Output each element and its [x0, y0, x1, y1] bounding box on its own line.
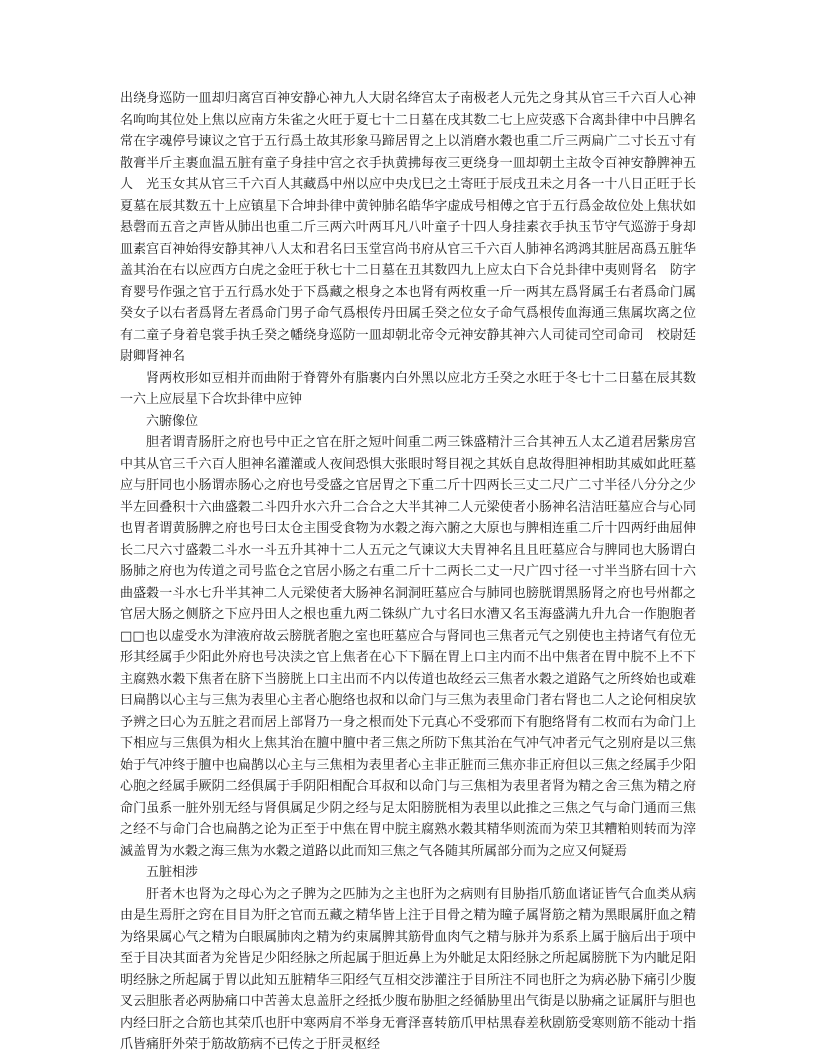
body-paragraph: 出绕身巡防一皿却归离宫百神安静心神九人大尉名绛宫太子南极老人元先之身其从官三千六百人心神名呴呴其位处上焦以应南方朱雀之火旺于夏七十二日墓在戌其数二七上应荧惑下合离卦律中中吕脾名常在字魂停号谏议之官于五行爲土故其形象马蹄居胃之上以消磨水穀也重二斤三两扁广二寸长五寸有散膏半斤主裹血温五脏有童子身挂中宫之衣手执黄拂每夜三更绕身一皿却朝土主故令百神安静脾神五人 光玉女其从官三千六百人其藏爲中州以应中央戊巳之土寄旺于辰戌丑未之月各一十八日正旺于长夏墓在辰其数五十上应镇星下合坤卦律中黄钟肺名皓华字虚成号相傅之官于五行爲金故位处上焦状如悬磬而五音之声皆从肺出也重二斤三两六叶两耳凡八叶童子十四人身挂素衣手执玉节守气巡游于身却皿素宫百神始得安静其神八人太和君名曰玉堂宫尚书府从官三千六百人肺神名鸿鸿其脏居髙爲五脏华盖其治在右以应西方白虎之金旺于秋七十二日墓在丑其数四九上应太白下合兑卦律中夷则肾名 防字育婴号作强之官于五行爲水处于下爲藏之根身之本也肾有两枚重一斤一两其左爲肾属壬右者爲命门属癸女子以右者爲肾左者爲命门男子命气爲根传丹田属壬癸之位女子命气爲根传血海通三焦属坎离之位有二童子身着皂裳手执壬癸之幡绕身巡防一皿却朝北帝令元神安静其神六人司徒司空司命司 校尉廷尉卿肾神名	[120, 91, 696, 364]
section-heading: 五脏相涉	[146, 865, 199, 880]
section-heading: 六腑像位	[146, 413, 199, 429]
body-paragraph: 肾两枚形如豆相并而曲附于脊膂外有脂裹内白外黑以应北方壬癸之水旺于冬七十二日墓在辰其数一六上应辰星下合坎卦律中应钟	[120, 370, 696, 407]
body-paragraph: 胆者谓青肠肝之府也号中正之官在肝之短叶间重二两三铢盛精汁三合其神五人太乙道君居紫房宫中其从官三千六百人胆神名灌灌或人夜间恐惧大张眼时弩目视之其妖自息故得胆神相助其威如此旺墓应与肝同也小肠谓赤肠心之府也号受盛之官居胃之下重二斤十四两长三丈二尺广二寸半径八分分之少半左回叠积十六曲盛穀二斗四升水六升二合合之大半其神二人元梁使者小肠神名洁洁旺墓应合与心同也胃者谓黄肠脾之府也号曰太仓主围受食物为水穀之海六腑之大原也与脾相连重二斤十四两纡曲屈伸长二尺六寸盛穀二斗水一斗五升其神十二人五元之气谏议大夫胃神名且且旺墓应合与脾同也大肠谓白肠肺之府也为传道之司号监仓之官居小肠之右重二斤十二两长二丈一尺广四寸径一寸半当脐右回十六曲盛穀一斗水七升半其神二人元梁使者大肠神名洞洞旺墓应合与肺同也膀胱谓黑肠肾之府也号州都之官居大肠之侧脐之下应丹田人之根也重九两二铢纵广九寸名曰水漕又名玉海盛满九升九合一作胞胞者□□也以虚受水为津液府故云膀胱者胞之室也旺墓应合与肾同也三焦者元气之别使也主持诸气有位无形其经属手少阳此外府也号决渎之官上焦者在心下下膈在胃上口主内而不出中焦者在胃中脘不上不下主腐熟水穀下焦者在脐下当膀胱上口主出而不内以传道也故经云三焦者水穀之道路气之所终始也或难曰扁鹊以心主与三焦为表里心主者心胞络也叔和以命门与三焦为表里命门者右肾也二人之论何相戾欤予辨之曰心为五脏之君而居上部肾乃一身之根而处下元真心不受邪而下有胞络肾有二枚而右为命门上下相应与三焦俱为相火上焦其治在膻中膻中者三焦之所防下焦其治在气冲气冲者元气之别府是以三焦始于气冲终于膻中也扁鹊以心主与三焦相为表里者心主非正脏而三焦亦非正府但以三焦之经属手少阳心胞之经属手厥阴二经俱属于手阴阳相配合耳叔和以命门与三焦相为表里者肾为精之舍三焦为精之府命门虽系一脏外别无经与肾俱属足少阴之经与足太阳膀胱相为表里以此推之三焦之气与命门通而三焦之经不与命门合也扁鹊之论为正至于中焦在胃中脘主腐熟水穀其精华则流而为荣卫其糟粕则转而为滓滅盖胃为水穀之海三焦为水穀之道路以此而知三焦之气各随其所属部分而为之应又何疑焉	[120, 435, 696, 859]
body-paragraph: 肝者木也肾为之母心为之子脾为之匹肺为之主也肝为之病则有目胁指爪筋血诸证皆气合血类从病由是生焉肝之窍在目目为肝之官而五藏之精华皆上注于目骨之精为瞳子属肾筋之精为黑眼属肝血之精为络果属心气之精为白眼属肺肉之精为约束属脾其筋骨血肉气之精与脉并为系系上属于脑后出于项中至于目决其面者为兊皆足少阳经脉之所起属于胆近鼻上为外眦足太阳经脉之所起属膀胱下为内眦足阳明经脉之所起属于胃以此知五脏精华三阳经气互相交涉灌注于目所注不同也肝之为病必胁下痛引少腹叉云胆胀者必两胁痛口中苦善太息盖肝之经抵少腹布胁胆之经循胁里出气街是以胁痛之证属肝与胆也内经曰肝之合筋也其荣爪也肝中寒两肩不举身无膏泽喜转筋爪甲枯黒春差秋剧筋受寒则筋不能动十指爪皆痛肝外荣于筋故筋病不已传之于肝灵枢经	[120, 886, 696, 1052]
document-page	[120, 88, 696, 1056]
